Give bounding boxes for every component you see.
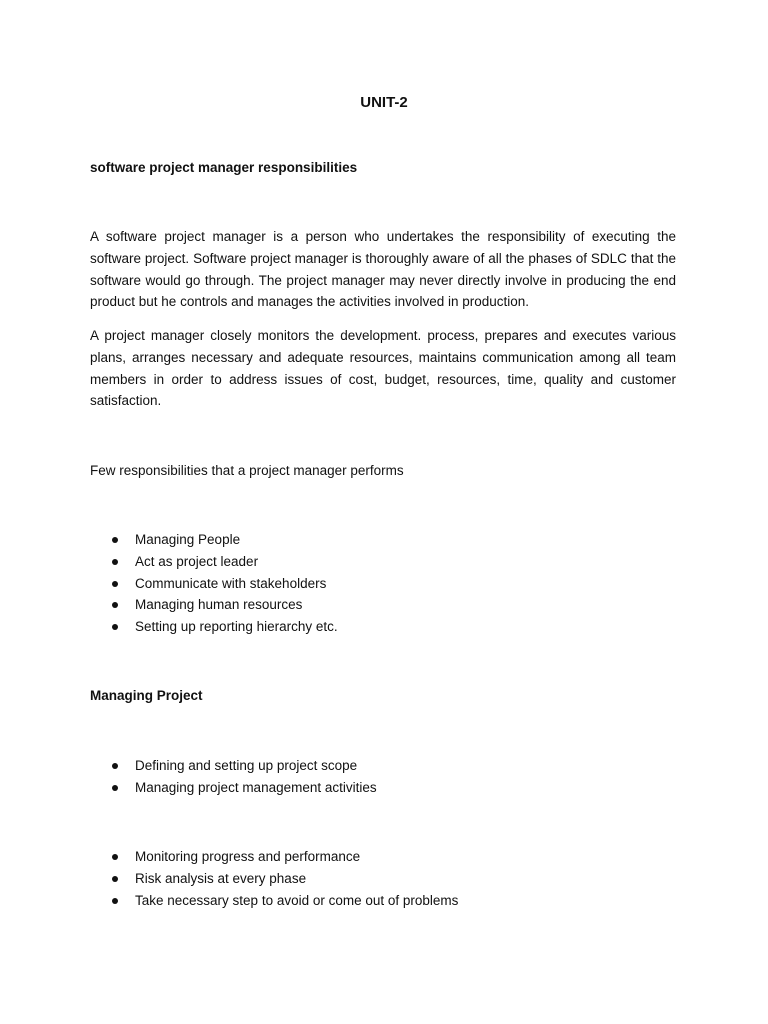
bullet-list-project bbox=[90, 755, 377, 799]
list-item bbox=[90, 868, 458, 890]
bullet-list-monitoring bbox=[90, 846, 458, 911]
section-heading-responsibilities: software project manager responsibilities bbox=[90, 160, 358, 175]
bullet-icon bbox=[112, 602, 118, 608]
list-item-text: Risk analysis at every phase bbox=[135, 870, 307, 886]
list-item bbox=[90, 573, 338, 595]
list-item-text: Defining and setting up project scope bbox=[135, 758, 358, 773]
paragraph-definition: A software project manager is a person who undertakes the responsibility of executing the software project. Software project manager is thoroughly aware of all the phases of SDLC that the software would go through. The project manager may never directly involve in producing the end product but he controls and manages the activities involved in production. bbox=[90, 229, 676, 310]
list-item bbox=[90, 846, 458, 868]
list-item bbox=[90, 616, 338, 638]
bullet-icon bbox=[112, 624, 118, 630]
page-title: UNIT-2 bbox=[360, 94, 408, 111]
bullet-icon bbox=[112, 785, 118, 791]
intro-line: Few responsibilities that a project manager performs bbox=[90, 463, 404, 478]
list-item bbox=[90, 890, 458, 912]
bullet-list-people bbox=[90, 529, 338, 638]
list-item bbox=[90, 551, 338, 573]
list-item-text: Managing project management activities bbox=[135, 779, 377, 795]
list-item bbox=[90, 594, 338, 616]
list-item-text: Managing People bbox=[135, 532, 241, 547]
bullet-icon bbox=[112, 537, 118, 543]
list-item-text: Take necessary step to avoid or come out of problems bbox=[135, 892, 459, 908]
list-item-text: Setting up reporting hierarchy etc. bbox=[135, 619, 338, 635]
list-item bbox=[90, 755, 377, 777]
list-item-text: Managing human resources bbox=[135, 597, 303, 613]
list-item-text: Act as project leader bbox=[135, 553, 259, 569]
list-item-text: Communicate with stakeholders bbox=[135, 575, 327, 591]
list-item-text: Monitoring progress and performance bbox=[135, 849, 361, 864]
list-item bbox=[90, 529, 338, 551]
paragraph-monitoring: A project manager closely monitors the development. process, prepares and executes various plans, arranges necessary and adequate resources, maintains communication among all team members in order to address issues of cost, budget, resources, time, quality and customer satisfaction. bbox=[90, 328, 676, 409]
bullet-icon bbox=[112, 854, 118, 860]
bullet-icon bbox=[112, 763, 118, 769]
bullet-icon bbox=[112, 581, 118, 587]
bullet-icon bbox=[112, 876, 118, 882]
bullet-icon bbox=[112, 898, 118, 904]
list-item bbox=[90, 777, 377, 799]
section-heading-managing-project: Managing Project bbox=[90, 688, 203, 703]
bullet-icon bbox=[112, 559, 118, 565]
